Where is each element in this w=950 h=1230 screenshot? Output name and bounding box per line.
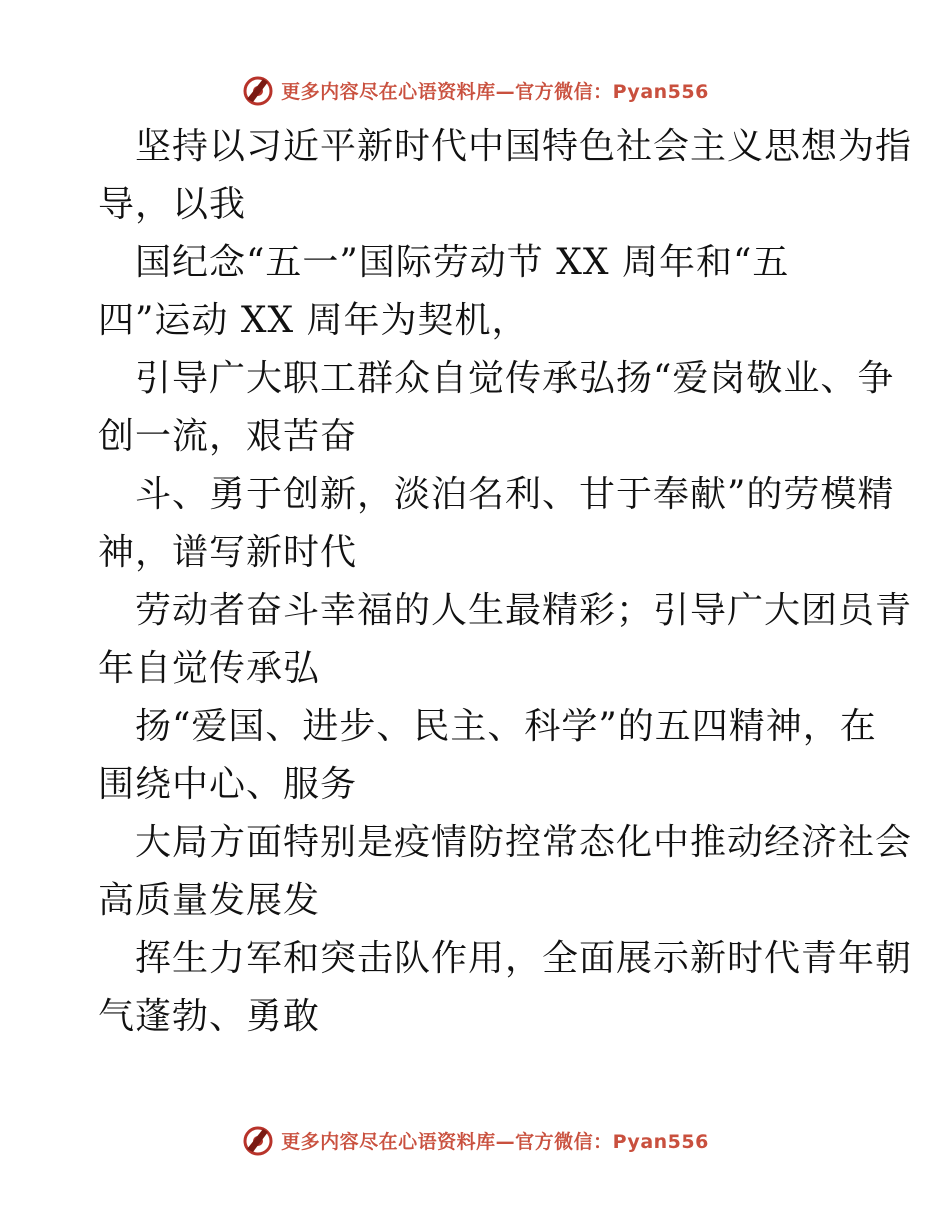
watermark-text: 更多内容尽在心语资料库—官方微信：Pyan556 bbox=[281, 80, 709, 103]
text-line: 扬“爱国、进步、民主、科学”的五四精神，在 bbox=[135, 706, 877, 747]
footer-watermark-banner bbox=[0, 1120, 950, 1160]
text-line: 大局方面特别是疫情防控常态化中推动经济社会 bbox=[135, 822, 913, 863]
text-line: 国纪念“五一”国际劳动节 XX 周年和“五 bbox=[135, 242, 790, 283]
watermark-text: 更多内容尽在心语资料库—官方微信：Pyan556 bbox=[281, 1130, 709, 1153]
header-watermark-banner bbox=[0, 70, 950, 110]
text-line: 高质量发展发 bbox=[98, 880, 321, 921]
text-line: 神，谱写新时代 bbox=[98, 532, 358, 573]
text-line: 引导广大职工群众自觉传承弘扬“爱岗敬业、争 bbox=[135, 358, 895, 399]
document-body bbox=[98, 118, 913, 1046]
text-line: 劳动者奋斗幸福的人生最精彩；引导广大团员青 bbox=[135, 590, 913, 631]
text-line: 年自觉传承弘 bbox=[98, 648, 321, 689]
text-line: 斗、勇于创新，淡泊名利、甘于奉献”的劳模精 bbox=[135, 474, 895, 515]
text-line: 创一流，艰苦奋 bbox=[98, 416, 358, 457]
text-line: 挥生力军和突击队作用，全面展示新时代青年朝 bbox=[135, 938, 913, 979]
text-line: 四”运动 XX 周年为契机， bbox=[98, 300, 529, 341]
text-line: 导，以我 bbox=[98, 184, 247, 225]
pen-logo-icon bbox=[241, 1123, 275, 1157]
text-line: 气蓬勃、勇敢 bbox=[98, 996, 321, 1037]
pen-logo-icon bbox=[241, 73, 275, 107]
text-line: 坚持以习近平新时代中国特色社会主义思想为指 bbox=[135, 126, 913, 167]
text-line: 围绕中心、服务 bbox=[98, 764, 358, 805]
